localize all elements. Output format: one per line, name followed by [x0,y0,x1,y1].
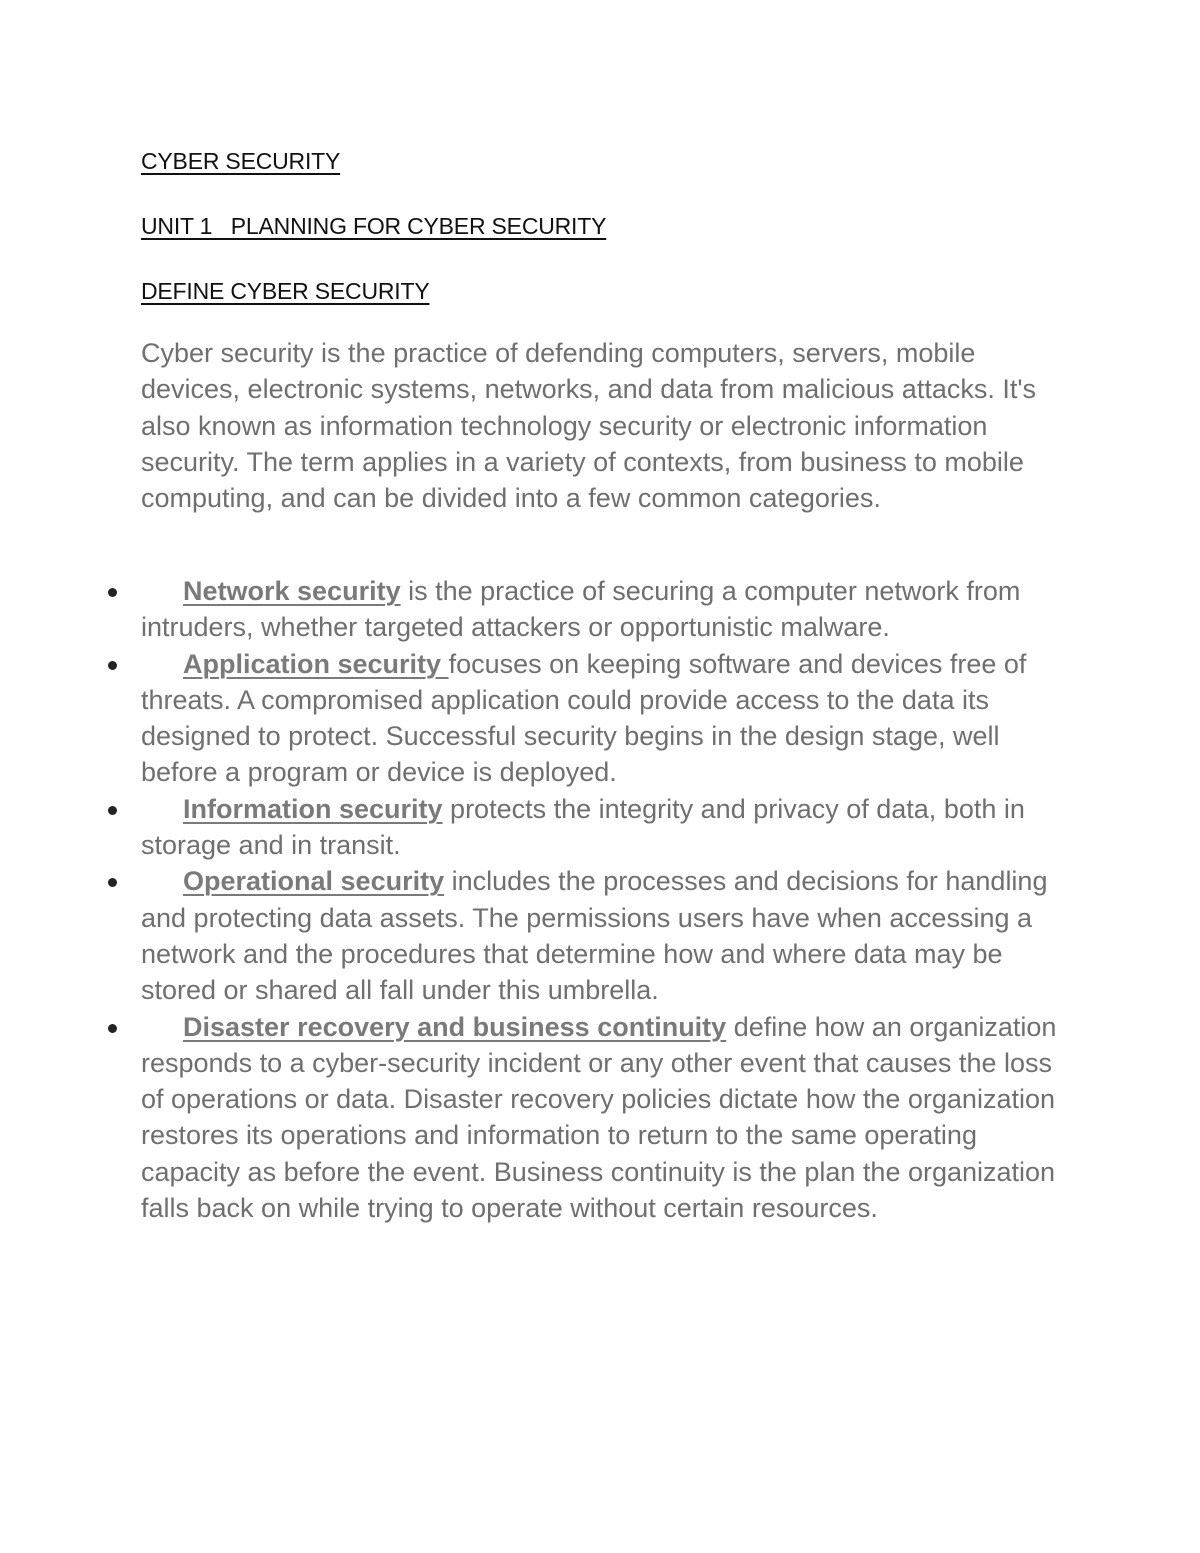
category-description: define how an organization responds to a cyber-security incident or any other event that causes the loss of operations or data. Disaster recovery policies dictate how the organization restores its operations and information to return to the same operating capacity as before the event. Business continuity is the plan the organization falls back on while trying to operate without certain resources. [141,1011,1057,1224]
document-title: CYBER SECURITY [141,148,341,174]
list-item [141,1009,1071,1227]
list-item [141,646,1071,791]
category-term: Disaster recovery and business continuity [183,1011,727,1042]
list-item [141,791,1071,864]
category-description: is the practice of securing a computer network from intruders, whether targeted attackers or opportunistic malware. [141,576,1021,643]
bullet-icon [108,806,117,815]
bullet-icon [108,1024,117,1033]
list-item [141,863,1071,1008]
bullet-icon [108,878,117,887]
intro-paragraph: Cyber security is the practice of defending computers, servers, mobile devices, electronic systems, networks, and data from malicious attacks. It's also known as information technology security or electronic information security. The term applies in a variety of contexts, from business to mobile computing, and can be divided into a few common categories. [141,338,1036,514]
list-item [141,573,1071,646]
category-description: includes the processes and decisions for handling and protecting data assets. The permissions users have when accessing a network and the procedures that determine how and where data may be stored or shared all fall under this umbrella. [141,866,1048,1006]
category-description: protects the integrity and privacy of data, both in storage and in transit. [141,793,1025,861]
category-term: Network security [183,576,401,606]
category-description: focuses on keeping software and devices free of threats. A compromised application could provide access to the data its designed to protect. Successful security begins in the design stage, well before a program or device is deployed. [141,648,1027,788]
bullet-icon [108,588,117,597]
section-heading: DEFINE CYBER SECURITY [141,278,430,304]
bullet-icon [108,661,117,670]
categories-list [141,573,1071,1226]
category-term: Application security [183,648,449,679]
category-term: Information security [183,793,443,824]
category-term: Operational security [183,866,445,897]
unit-heading: UNIT 1 PLANNING FOR CYBER SECURITY [141,213,607,239]
